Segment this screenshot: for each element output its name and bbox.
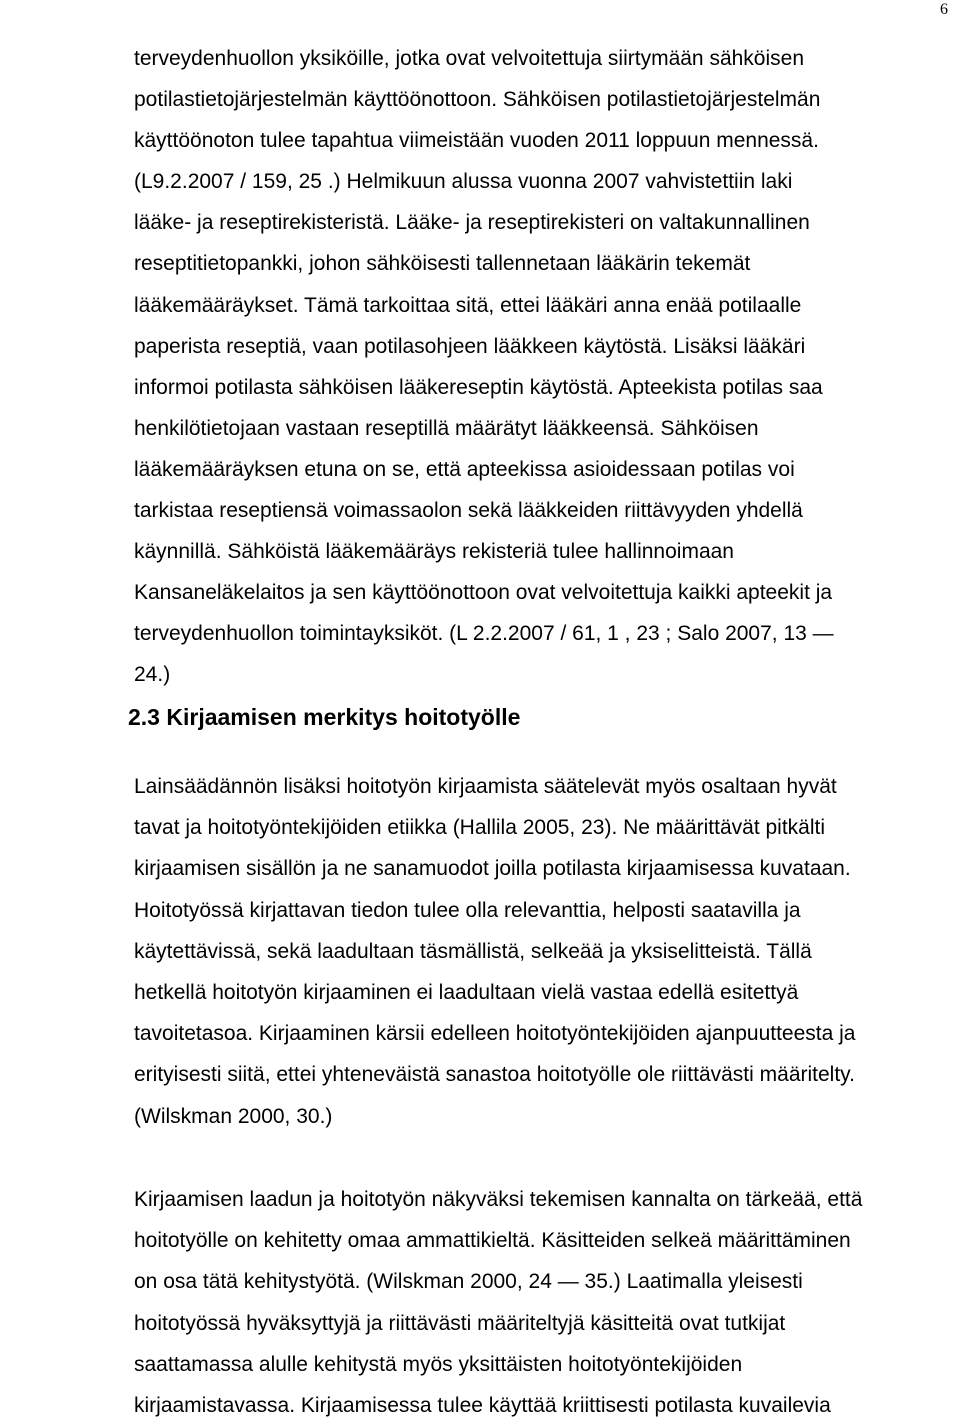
text-line: tarkistaa reseptiensä voimassaolon sekä lääkkeiden riittävyyden yhdellä	[134, 499, 803, 523]
paragraph-2	[134, 766, 960, 1137]
text-line: kirjaamisen sisällön ja ne sanamuodot joilla potilasta kirjaamisessa kuvataan.	[134, 857, 851, 881]
text-line: käynnillä. Sähköistä lääkemääräys rekisteriä tulee hallinnoimaan	[134, 540, 734, 564]
text-line: paperista reseptiä, vaan potilasohjeen lääkkeen käytöstä. Lisäksi lääkäri	[134, 334, 806, 358]
text-line: on osa tätä kehitystyötä. (Wilskman 2000, 24 — 35.) Laatimalla yleisesti	[134, 1270, 803, 1294]
text-line: kirjaamistavassa. Kirjaamisessa tulee käyttää kriittisesti potilasta kuvailevia	[134, 1394, 831, 1418]
text-line: (L9.2.2007 / 159, 25 .) Helmikuun alussa vuonna 2007 vahvistettiin laki	[134, 170, 793, 194]
paragraph-3	[134, 1179, 960, 1426]
text-line: informoi potilasta sähköisen lääkereseptin käytöstä. Apteekista potilas saa	[134, 375, 823, 399]
text-line: hetkellä hoitotyön kirjaaminen ei laadultaan vielä vastaa edellä esitettyä	[134, 981, 799, 1005]
text-line: hoitotyölle on kehitetty omaa ammattikieltä. Käsitteiden selkeä määrittäminen	[134, 1229, 851, 1253]
text-line: erityisesti siitä, ettei yhteneväistä sanastoa hoitotyölle ole riittävästi määritelty.	[134, 1063, 855, 1087]
text-line: Kansaneläkelaitos ja sen käyttöönottoon ovat velvoitettuja kaikki apteekit ja	[134, 581, 833, 605]
text-line: tavat ja hoitotyöntekijöiden etiikka (Hallila 2005, 23). Ne määrittävät pitkälti	[134, 816, 826, 840]
section-heading: 2.3 Kirjaamisen merkitys hoitotyölle	[128, 704, 521, 730]
text-line: Hoitotyössä kirjattavan tiedon tulee olla relevanttia, helposti saatavilla ja	[134, 898, 801, 922]
text-line: (Wilskman 2000, 30.)	[134, 1104, 333, 1128]
text-line: reseptitietopankki, johon sähköisesti tallennetaan lääkärin tekemät	[134, 252, 751, 276]
text-line: terveydenhuollon yksiköille, jotka ovat velvoitettuja siirtymään sähköisen	[134, 47, 805, 70]
text-line: lääke- ja reseptirekisteristä. Lääke- ja reseptirekisteri on valtakunnallinen	[134, 211, 810, 235]
paragraph-1	[134, 38, 960, 696]
text-line: tavoitetasoa. Kirjaaminen kärsii edelleen hoitotyöntekijöiden ajanpuutteesta ja	[134, 1022, 856, 1046]
text-line: henkilötietojaan vastaan reseptillä määrätyt lääkkeensä. Sähköisen	[134, 416, 759, 440]
text-line: Kirjaamisen laadun ja hoitotyön näkyväksi tekemisen kannalta on tärkeää, että	[134, 1188, 863, 1211]
text-line: Lainsäädännön lisäksi hoitotyön kirjaamista säätelevät myös osaltaan hyvät	[134, 775, 837, 798]
text-line: saattamassa alulle kehitystä myös yksittäisten hoitotyöntekijöiden	[134, 1352, 743, 1376]
text-line: käyttöönoton tulee tapahtua viimeistään vuoden 2011 loppuun mennessä.	[134, 129, 819, 153]
text-line: lääkemääräyksen etuna on se, että apteekissa asioidessaan potilas voi	[134, 457, 795, 481]
text-line: potilastietojärjestelmän käyttöönottoon. Sähköisen potilastietojärjestelmän	[134, 88, 821, 112]
text-line: 24.)	[134, 663, 171, 687]
text-line: hoitotyössä hyväksyttyjä ja riittävästi määriteltyjä käsitteitä ovat tutkijat	[134, 1311, 786, 1335]
text-line: terveydenhuollon toimintayksiköt. (L 2.2.2007 / 61, 1 , 23 ; Salo 2007, 13 —	[134, 622, 834, 646]
page-number: 6	[940, 1, 948, 18]
text-line: käytettävissä, sekä laadultaan täsmällistä, selkeää ja yksiselitteistä. Tällä	[134, 939, 812, 963]
text-line: lääkemääräykset. Tämä tarkoittaa sitä, ettei lääkäri anna enää potilaalle	[134, 293, 802, 317]
